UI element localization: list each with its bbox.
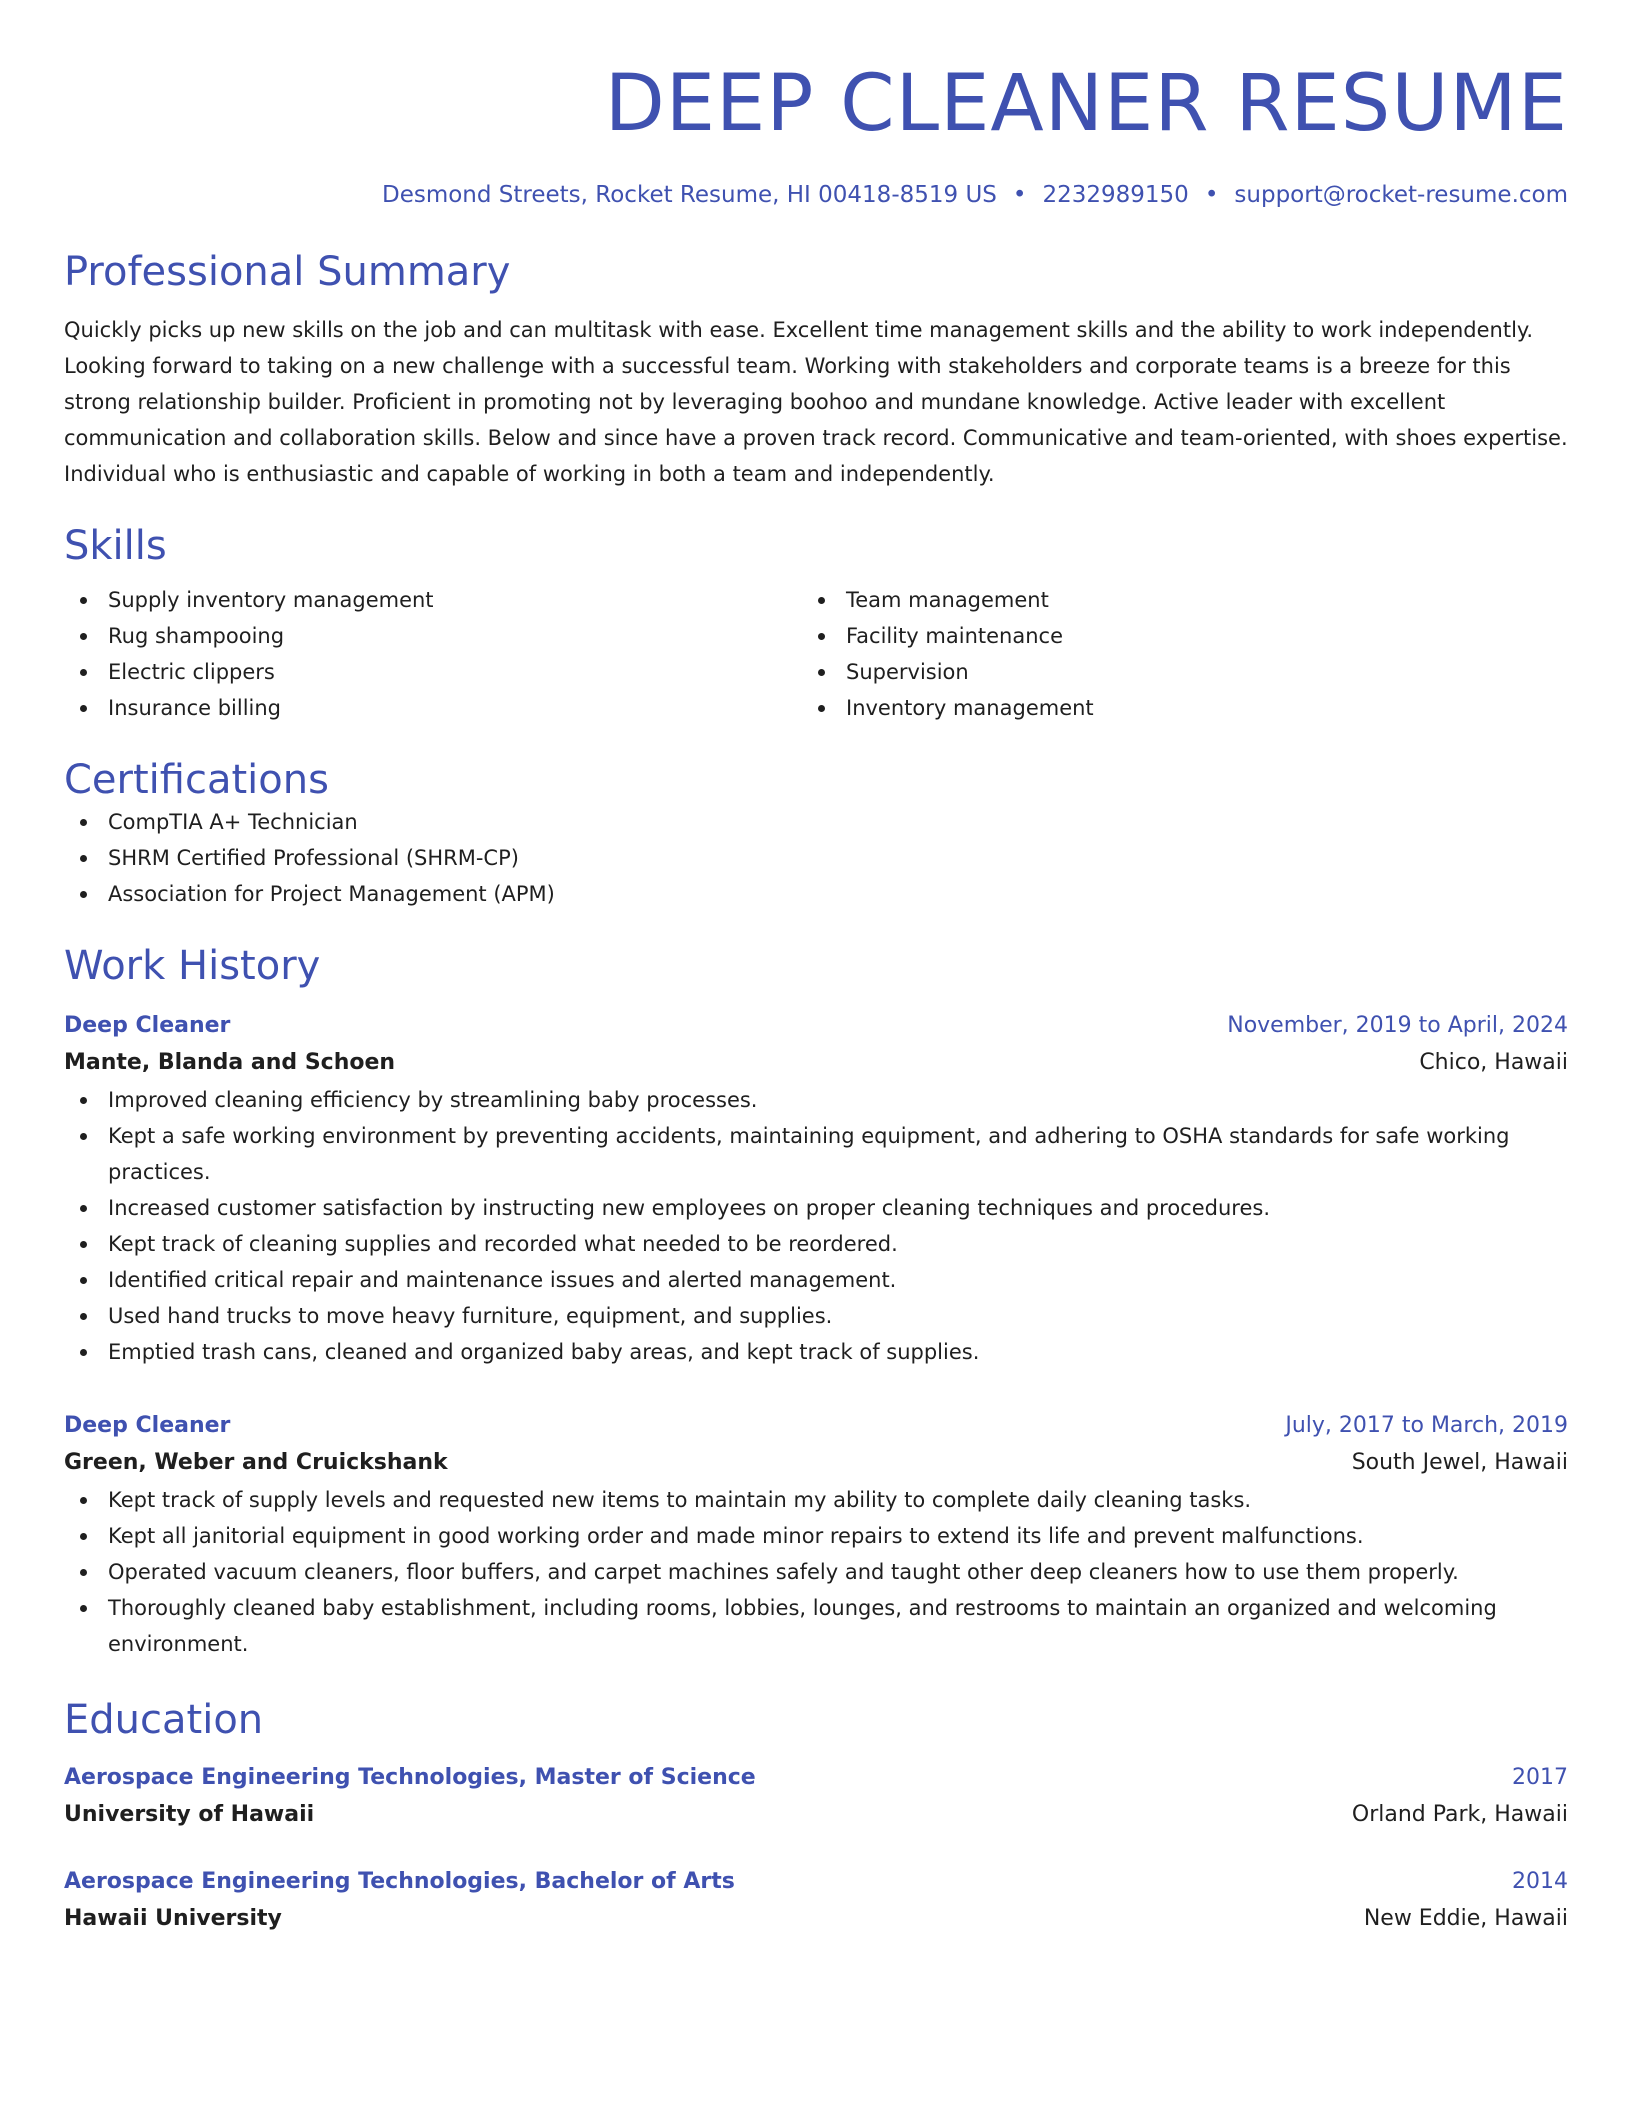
job-bullet: Kept all janitorial equipment in good working order and made minor repairs to extend its life and prevent malfunctions. [64,1518,1568,1554]
resume-title: DEEP CLEANER RESUME [604,59,1568,149]
contact-phone: 2232989150 [1042,182,1189,208]
section-title-certifications: Certifications [64,757,329,803]
skill-item: Insurance billing [64,690,802,726]
job-company: Mante, Blanda and Schoen [64,1050,396,1075]
summary-text: Quickly picks up new skills on the job and can multitask with ease. Excellent time management skills and the ability to work independently. Looking forward to taking on a new challenge with a successful team. Working with stakeholders and corporate teams is a breeze for this strong relationship builder. Proficient in promoting not by leveraging boohoo and mundane knowledge. Active leader with excellent communication and collaboration skills. Below and since have a proven track record. Communicative and team-oriented, with shoes expertise. Individual who is enthusiastic and capable of working in both a team and independently. [64,318,1568,486]
education-entry [64,1864,1568,1938]
job-bullet: Used hand trucks to move heavy furniture, equipment, and supplies. [64,1298,1568,1334]
skill-item: Facility maintenance [802,618,1540,654]
job-dates: November, 2019 to April, 2024 [1227,1013,1568,1038]
section-title-work-history: Work History [64,943,321,989]
certification-item: CompTIA A+ Technician [64,804,1568,840]
contact-separator: • [1204,182,1219,208]
skill-item: Supply inventory management [64,582,802,618]
certification-item: Association for Project Management (APM) [64,876,1568,912]
job-bullet-list [64,1082,1568,1370]
job-bullet: Thoroughly cleaned baby establishment, including rooms, lobbies, lounges, and restrooms to maintain an organized and welcoming environment. [64,1590,1568,1662]
job-header-row [64,1408,1568,1444]
education-header-row [64,1864,1568,1900]
skills-grid [64,582,1568,726]
job-bullet: Increased customer satisfaction by instructing new employees on proper cleaning techniques and procedures. [64,1190,1568,1226]
education-header-row [64,1760,1568,1796]
job-title: Deep Cleaner [64,1413,231,1438]
contact-separator: • [1012,182,1027,208]
skill-item: Supervision [802,654,1540,690]
job-bullet-list [64,1482,1568,1662]
job-bullet: Identified critical repair and maintenance issues and alerted management. [64,1262,1568,1298]
job-bullet: Kept a safe working environment by preventing accidents, maintaining equipment, and adhering to OSHA standards for safe working practices. [64,1118,1568,1190]
education-location: Orland Park, Hawaii [1351,1802,1568,1827]
education-school: University of Hawaii [64,1802,315,1827]
education-year: 2017 [1512,1765,1568,1790]
skills-column-left [64,582,802,726]
education-degree: Aerospace Engineering Technologies, Bachelor of Arts [64,1869,735,1894]
job-dates: July, 2017 to March, 2019 [1285,1413,1568,1438]
education-school: Hawaii University [64,1906,282,1931]
skill-item: Rug shampooing [64,618,802,654]
education-school-row [64,1900,1568,1938]
education-location: New Eddie, Hawaii [1363,1906,1568,1931]
education-school-row [64,1796,1568,1834]
skills-column-right [802,582,1540,726]
contact-line [64,180,1568,210]
skill-item: Electric clippers [64,654,802,690]
contact-address: Desmond Streets, Rocket Resume, HI 00418-8519 US [381,182,997,208]
contact-email: support@rocket-resume.com [1234,182,1568,208]
education-degree: Aerospace Engineering Technologies, Master of Science [64,1765,756,1790]
job-bullet: Kept track of supply levels and requested new items to maintain my ability to complete daily cleaning tasks. [64,1482,1568,1518]
job-entry [64,1408,1568,1662]
certification-item: SHRM Certified Professional (SHRM-CP) [64,840,1568,876]
job-bullet: Kept track of cleaning supplies and recorded what needed to be reordered. [64,1226,1568,1262]
job-location: South Jewel, Hawaii [1351,1450,1568,1475]
job-entry [64,1008,1568,1370]
resume-header [64,56,1568,210]
education-year: 2014 [1512,1869,1568,1894]
section-title-education: Education [64,1697,264,1743]
job-company-row [64,1044,1568,1082]
job-bullet: Emptied trash cans, cleaned and organized baby areas, and kept track of supplies. [64,1334,1568,1370]
certifications-list [64,804,1568,912]
section-title-skills: Skills [64,523,167,569]
job-title: Deep Cleaner [64,1013,231,1038]
skill-item: Inventory management [802,690,1540,726]
education-entry [64,1760,1568,1834]
job-company-row [64,1444,1568,1482]
section-title-summary: Professional Summary [64,249,511,295]
job-header-row [64,1008,1568,1044]
job-location: Chico, Hawaii [1419,1050,1568,1075]
skill-item: Team management [802,582,1540,618]
job-bullet: Operated vacuum cleaners, floor buffers, and carpet machines safely and taught other deep cleaners how to use them properly. [64,1554,1568,1590]
job-company: Green, Weber and Cruickshank [64,1450,448,1475]
job-bullet: Improved cleaning efficiency by streamlining baby processes. [64,1082,1568,1118]
